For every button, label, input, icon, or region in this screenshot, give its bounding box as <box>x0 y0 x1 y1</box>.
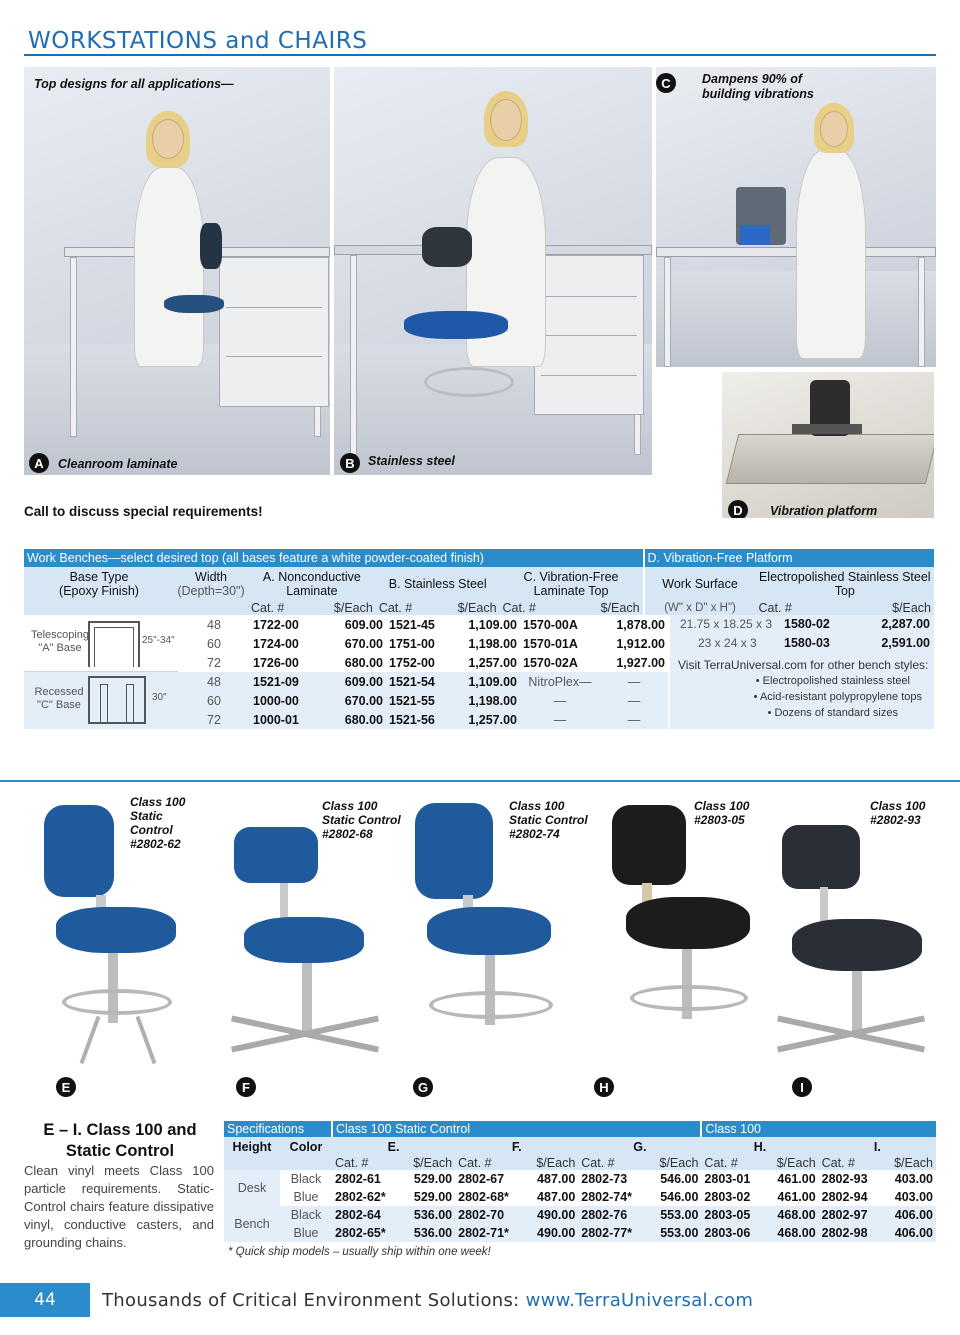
chair-h-label: Class 100 #2803-05 <box>694 799 750 827</box>
chair-i <box>770 795 936 1100</box>
f-cat: 2802-70 <box>458 1208 505 1222</box>
cat-label-a: Cat. # <box>251 601 285 615</box>
col-width-sub: (Depth=30") <box>177 584 245 598</box>
photo-d-caption: Vibration platform <box>770 504 878 518</box>
cat-label: Cat. # <box>458 1156 492 1170</box>
section-rule <box>0 780 960 782</box>
h-cat: 2803-06 <box>704 1226 751 1240</box>
badge-f: F <box>236 1077 256 1097</box>
col-work-surface: Work Surface <box>662 577 738 591</box>
e-cat: 2802-64 <box>335 1208 381 1222</box>
chair-e <box>24 795 204 1100</box>
bench-row <box>178 672 668 691</box>
f-price: 490.00 <box>537 1226 576 1240</box>
f-price: 487.00 <box>537 1172 576 1186</box>
cat-label-c: Cat. # <box>502 601 536 615</box>
platform-price-2: 2,591.00 <box>881 636 930 650</box>
e-price: 529.00 <box>413 1172 453 1186</box>
c-price: — <box>627 693 641 708</box>
each-label: $/Each <box>659 1156 699 1170</box>
a-cat: 1000-01 <box>253 712 299 727</box>
height-desk: Desk <box>224 1170 280 1206</box>
each-label: $/Each <box>776 1156 816 1170</box>
visit-item-2: • Acid-resistant polypropylene tops <box>753 691 922 703</box>
chair-g <box>405 795 588 1100</box>
chair-section-body: Clean vinyl meets Class 100 particle requirements. Static-Control chairs feature dissipative vinyl, conductive casters, and grounding chains. <box>24 1163 214 1250</box>
each-label: $/Each <box>894 1156 933 1170</box>
e-price: 536.00 <box>413 1208 453 1222</box>
b-cat: 1752-00 <box>389 655 435 670</box>
each-label: $/Each <box>536 1156 576 1170</box>
bench-row <box>178 653 668 672</box>
each-label: $/Each <box>413 1156 453 1170</box>
chair-e-label: Class 100 Static Control #2802-62 <box>130 795 186 851</box>
color: Black <box>290 1172 322 1186</box>
table-static: Class 100 Static Control <box>332 1121 701 1137</box>
page-title: WORKSTATIONS and CHAIRS <box>28 28 368 54</box>
table-row <box>224 1188 936 1206</box>
photo-b-stainless-steel <box>334 67 652 475</box>
f-cat: 2802-68* <box>458 1190 509 1204</box>
quick-ship-footnote: * Quick ship models – usually ship within one week! <box>228 1246 491 1258</box>
c-price: — <box>627 712 641 727</box>
each-label-c: $/Each <box>600 601 640 615</box>
color: Blue <box>293 1226 319 1240</box>
c-cat: — <box>553 712 567 727</box>
a-price: 609.00 <box>344 674 383 689</box>
visit-item-3: • Dozens of standard sizes <box>767 707 898 719</box>
a-cat: 1000-00 <box>253 693 299 708</box>
photo-a-cleanroom-laminate <box>24 67 330 475</box>
col-base-type: Base Type (Epoxy Finish) <box>59 570 139 598</box>
cat-label-b: Cat. # <box>378 601 413 615</box>
page-number: 44 <box>0 1283 90 1317</box>
h-price: 461.00 <box>777 1172 816 1186</box>
col-color: Color <box>289 1139 323 1154</box>
i-price: 403.00 <box>894 1190 933 1204</box>
f-price: 490.00 <box>537 1208 576 1222</box>
table-row <box>224 1206 936 1224</box>
base-telescoping-label: Telescoping "A" Base <box>30 629 90 654</box>
chair-g-label: Class 100 Static Control #2802-74 <box>509 799 588 841</box>
platform-price-1: 2,287.00 <box>881 617 930 631</box>
h-price: 468.00 <box>777 1208 816 1222</box>
base-recessed-cell <box>24 672 178 729</box>
i-price: 406.00 <box>894 1208 933 1222</box>
photo-intro-caption: Top designs for all applications— <box>34 77 234 91</box>
g-price: 546.00 <box>660 1190 699 1204</box>
col-f: F. <box>511 1139 522 1154</box>
chair-i-label: Class 100 #2802-93 <box>870 799 926 827</box>
each-label-d: $/Each <box>892 601 931 615</box>
platform-cell <box>668 615 934 729</box>
each-label-a: $/Each <box>333 601 373 615</box>
height-bench: Bench <box>234 1217 270 1231</box>
table-specs: Specifications <box>224 1121 332 1137</box>
a-price: 609.00 <box>344 617 383 632</box>
c-cat: 1570-01A <box>523 636 578 651</box>
e-cat: 2802-62* <box>335 1190 386 1204</box>
platform-title: D. Vibration-Free Platform <box>647 551 793 565</box>
i-price: 406.00 <box>894 1226 933 1240</box>
col-a: A. Nonconductive Laminate <box>262 570 361 598</box>
width: 72 <box>207 712 221 727</box>
chair-f-label: Class 100 Static Control #2802-68 <box>322 799 401 841</box>
width: 48 <box>207 617 221 632</box>
b-price: 1,109.00 <box>468 674 517 689</box>
i-cat: 2802-98 <box>821 1226 868 1240</box>
b-cat: 1521-45 <box>389 617 435 632</box>
cat-label-d: Cat. # <box>758 601 792 615</box>
a-price: 680.00 <box>344 712 383 727</box>
table-row <box>224 1224 936 1242</box>
a-cat: 1724-00 <box>253 636 299 651</box>
bench-row <box>178 710 668 729</box>
i-cat: 2802-97 <box>821 1208 868 1222</box>
e-cat: 2802-61 <box>335 1172 381 1186</box>
col-i: I. <box>873 1139 881 1154</box>
bench-table-title: Work Benches—select desired top (all bases feature a white powder-coated finish) <box>24 549 644 567</box>
b-cat: 1521-56 <box>389 712 435 727</box>
g-cat: 2802-76 <box>581 1208 628 1222</box>
col-e: E. <box>387 1139 400 1154</box>
badge-i: I <box>792 1077 812 1097</box>
col-g: G. <box>633 1139 647 1154</box>
platform-size-1: 21.75 x 18.25 x 3 <box>680 617 773 631</box>
table-row <box>224 1170 936 1188</box>
col-c: C. Vibration-Free Laminate Top <box>500 567 644 601</box>
vibration-note: Dampens 90% of building vibrations <box>702 72 814 101</box>
visit-note: Visit TerraUniversal.com for other bench styles: <box>678 658 929 672</box>
h-price: 461.00 <box>777 1190 816 1204</box>
badge-d: D <box>728 500 748 520</box>
cat-label: Cat. # <box>581 1156 615 1170</box>
f-price: 487.00 <box>537 1190 576 1204</box>
color: Black <box>290 1208 322 1222</box>
col-width-label: Width <box>195 570 227 584</box>
b-cat: 1751-00 <box>389 636 435 651</box>
cat-each-label-d <box>756 601 934 615</box>
cat-label: Cat. # <box>335 1156 369 1170</box>
visit-item-1: • Electropolished stainless steel <box>755 675 910 687</box>
c-price: 1,927.00 <box>616 655 665 670</box>
b-cat: 1521-55 <box>389 693 435 708</box>
photo-b-caption: Stainless steel <box>368 454 455 468</box>
cat-label: Cat. # <box>821 1156 856 1170</box>
width: 60 <box>207 636 221 651</box>
h-price: 468.00 <box>777 1226 816 1240</box>
b-price: 1,257.00 <box>468 655 517 670</box>
c-cat: 1570-00A <box>523 617 578 632</box>
badge-c: C <box>656 73 676 93</box>
width: 60 <box>207 693 221 708</box>
bench-row <box>178 634 668 653</box>
width: 72 <box>207 655 221 670</box>
e-price: 536.00 <box>413 1226 453 1240</box>
base-recessed-label: Recessed "C" Base <box>34 686 84 711</box>
f-cat: 2802-67 <box>458 1172 505 1186</box>
c-cat: 1570-02A <box>523 655 578 670</box>
base-recessed-dim: 30" <box>152 692 167 703</box>
col-width <box>174 567 248 601</box>
photo-d-vibration-platform <box>720 370 936 520</box>
photo-c-vibration-bench <box>656 67 936 367</box>
c-price: — <box>627 674 641 689</box>
a-price: 680.00 <box>344 655 383 670</box>
a-cat: 1722-00 <box>253 617 299 632</box>
h-cat: 2803-01 <box>704 1172 751 1186</box>
each-label-b: $/Each <box>457 601 497 615</box>
g-cat: 2802-73 <box>581 1172 628 1186</box>
b-price: 1,198.00 <box>468 693 517 708</box>
recessed-base-diagram <box>88 676 146 724</box>
badge-a: A <box>29 453 49 473</box>
badge-h: H <box>594 1077 614 1097</box>
cat-label: Cat. # <box>704 1156 738 1170</box>
website-link[interactable]: www.TerraUniversal.com <box>525 1290 754 1311</box>
chair-h <box>590 795 770 1100</box>
col-b: B. Stainless Steel <box>388 577 487 591</box>
i-cat: 2802-94 <box>821 1190 868 1204</box>
tagline-text: Thousands of Critical Environment Solutions: <box>102 1290 526 1311</box>
h-cat: 2803-05 <box>704 1208 751 1222</box>
base-telescoping-cell <box>24 615 178 672</box>
chair-f <box>220 795 400 1100</box>
h-cat: 2803-02 <box>704 1190 751 1204</box>
platform-cat-1: 1580-02 <box>784 617 830 631</box>
a-price: 670.00 <box>344 636 383 651</box>
f-cat: 2802-71* <box>458 1226 509 1240</box>
g-price: 553.00 <box>660 1208 699 1222</box>
i-price: 403.00 <box>894 1172 933 1186</box>
platform-size-2: 23 x 24 x 3 <box>698 636 757 650</box>
col-h: H. <box>753 1139 767 1154</box>
footer-tagline <box>102 1290 753 1311</box>
call-note: Call to discuss special requirements! <box>24 504 263 519</box>
c-price: 1,912.00 <box>616 636 665 651</box>
title-rule <box>24 54 936 56</box>
cat-each-label-c <box>500 601 644 615</box>
bench-table <box>24 549 934 729</box>
chair-section-heading: E – I. Class 100 and Static Control <box>43 1121 197 1160</box>
c-cat: NitroPlex— <box>528 674 592 689</box>
e-price: 529.00 <box>413 1190 453 1204</box>
base-telescoping-dim: 25"-34" <box>142 635 175 646</box>
b-price: 1,109.00 <box>468 617 517 632</box>
g-cat: 2802-74* <box>581 1190 633 1204</box>
a-cat: 1521-09 <box>253 674 299 689</box>
b-cat: 1521-54 <box>389 674 435 689</box>
width: 48 <box>207 674 221 689</box>
badge-g: G <box>413 1077 433 1097</box>
badge-e: E <box>56 1077 76 1097</box>
g-price: 553.00 <box>660 1226 699 1240</box>
col-electro: Electropolished Stainless Steel Top <box>758 570 931 598</box>
dims-label: (W" x D" x H") <box>664 602 736 614</box>
color: Blue <box>293 1190 319 1204</box>
i-cat: 2802-93 <box>821 1172 868 1186</box>
photo-a-caption: Cleanroom laminate <box>58 457 178 471</box>
c-price: 1,878.00 <box>616 617 665 632</box>
g-cat: 2802-77* <box>581 1226 633 1240</box>
platform-cat-2: 1580-03 <box>784 636 830 650</box>
b-price: 1,257.00 <box>468 712 517 727</box>
col-height: Height <box>232 1139 272 1154</box>
a-price: 670.00 <box>344 693 383 708</box>
e-cat: 2802-65* <box>335 1226 386 1240</box>
chair-table <box>224 1121 936 1258</box>
c-cat: — <box>553 693 567 708</box>
g-price: 546.00 <box>660 1172 699 1186</box>
table-class100: Class 100 <box>705 1122 762 1136</box>
bench-row <box>178 615 668 634</box>
a-cat: 1726-00 <box>253 655 299 670</box>
bench-row <box>178 691 668 710</box>
badge-b: B <box>340 453 360 473</box>
b-price: 1,198.00 <box>468 636 517 651</box>
